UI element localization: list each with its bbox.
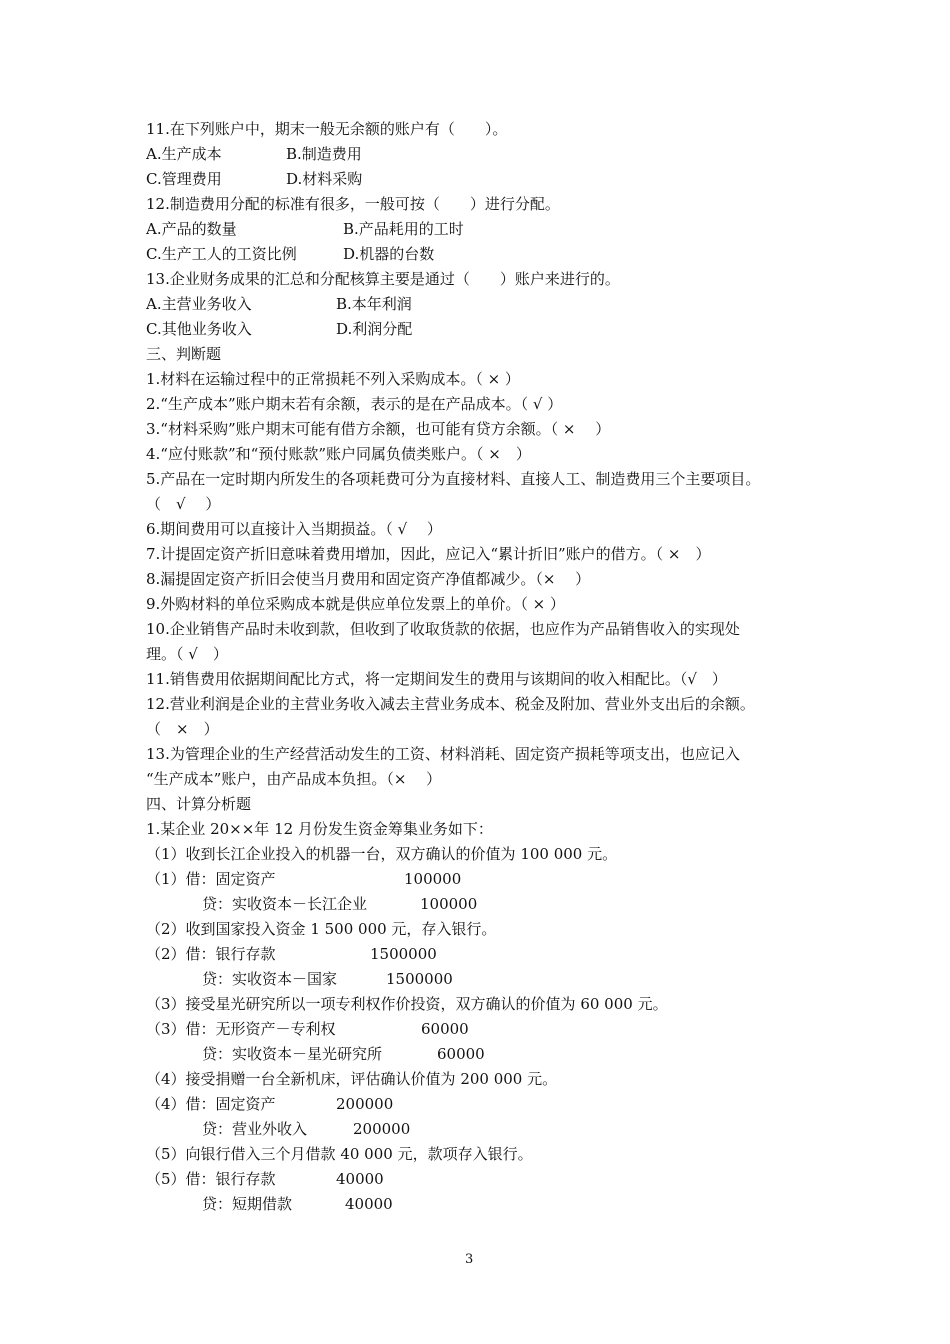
business-5-debit-amount: 40000: [336, 1170, 384, 1188]
judge-item: 理。（ √ ）: [146, 645, 228, 663]
business-2-debit: （2）借：银行存款: [146, 945, 276, 963]
judge-item: 4.“应付账款”和“预付账款”账户同属负债类账户。（ × ）: [146, 445, 531, 463]
business-2-debit-amount: 1500000: [370, 945, 437, 963]
judge-item: 3.“材料采购”账户期末可能有借方余额，也可能有贷方余额。（ × ）: [146, 420, 611, 438]
business-4-debit: （4）借：固定资产: [146, 1095, 276, 1113]
business-5-question: （5）向银行借入三个月借款 40 000 元，款项存入银行。: [146, 1145, 533, 1163]
q11-option-d: D.材料采购: [286, 170, 363, 188]
question-11-stem: 11.在下列账户中，期末一般无余额的账户有（ ）。: [146, 120, 508, 138]
q11-option-a: A.生产成本: [146, 145, 222, 163]
question-13-stem: 13.企业财务成果的汇总和分配核算主要是通过（ ）账户来进行的。: [146, 270, 620, 288]
business-2-question: （2）收到国家投入资金 1 500 000 元，存入银行。: [146, 920, 497, 938]
business-2-credit: 贷：实收资本－国家: [202, 970, 338, 988]
judge-item: 7.计提固定资产折旧意味着费用增加，因此，应记入“累计折旧”账户的借方。（ × ）: [146, 545, 711, 563]
judge-item: （ × ）: [146, 720, 219, 738]
judge-item: “生产成本”账户，由产品成本负担。（× ）: [146, 770, 442, 788]
judge-item: 5.产品在一定时期内所发生的各项耗费可分为直接材料、直接人工、制造费用三个主要项目。: [146, 470, 761, 488]
business-5-debit: （5）借：银行存款: [146, 1170, 276, 1188]
business-5-credit-amount: 40000: [345, 1195, 393, 1213]
q12-option-a: A.产品的数量: [146, 220, 237, 238]
judge-item: 12.营业利润是企业的主营业务收入减去主营业务成本、税金及附加、营业外支出后的余额。: [146, 695, 755, 713]
judge-item: 6.期间费用可以直接计入当期损益。（ √ ）: [146, 520, 442, 538]
judge-item: 10.企业销售产品时未收到款，但收到了收取货款的依据，也应作为产品销售收入的实现处: [146, 620, 740, 638]
q11-option-c: C.管理费用: [146, 170, 222, 188]
judge-item: 2.“生产成本”账户期末若有余额，表示的是在产品成本。（ √ ）: [146, 395, 563, 413]
judge-item: 13.为管理企业的生产经营活动发生的工资、材料消耗、固定资产损耗等项支出，也应记入: [146, 745, 740, 763]
business-4-credit-amount: 200000: [353, 1120, 411, 1138]
q11-option-b: B.制造费用: [286, 145, 362, 163]
question-12-stem: 12.制造费用分配的标准有很多，一般可按（ ）进行分配。: [146, 195, 560, 213]
section-heading-judge: 三、判断题: [146, 345, 222, 363]
q12-option-d: D.机器的台数: [343, 245, 435, 263]
business-4-question: （4）接受捐赠一台全新机床，评估确认价值为 200 000 元。: [146, 1070, 558, 1088]
judge-item: （ √ ）: [146, 495, 221, 513]
section-heading-calc: 四、计算分析题: [146, 795, 252, 813]
q13-option-a: A.主营业务收入: [146, 295, 252, 313]
business-2-credit-amount: 1500000: [386, 970, 453, 988]
business-4-credit: 贷：营业外收入: [202, 1120, 308, 1138]
business-3-debit-amount: 60000: [421, 1020, 469, 1038]
page-number: 3: [465, 1252, 474, 1267]
business-4-debit-amount: 200000: [336, 1095, 394, 1113]
business-1-debit: （1）借：固定资产: [146, 870, 276, 888]
q13-option-b: B.本年利润: [336, 295, 412, 313]
business-1-credit: 贷：实收资本－长江企业: [202, 895, 368, 913]
judge-item: 1.材料在运输过程中的正常损耗不列入采购成本。（ × ）: [146, 370, 520, 388]
business-1-debit-amount: 100000: [404, 870, 462, 888]
business-3-credit: 贷：实收资本－星光研究所: [202, 1045, 383, 1063]
judge-item: 8.漏提固定资产折旧会使当月费用和固定资产净值都减少。（× ）: [146, 570, 591, 588]
q12-option-c: C.生产工人的工资比例: [146, 245, 297, 263]
q13-option-d: D.利润分配: [336, 320, 413, 338]
calc-intro: 1.某企业 20××年 12 月份发生资金筹集业务如下：: [146, 820, 493, 838]
business-1-credit-amount: 100000: [420, 895, 478, 913]
judge-item: 11.销售费用依据期间配比方式，将一定期间发生的费用与该期间的收入相配比。（√ ）: [146, 670, 727, 688]
q13-option-c: C.其他业务收入: [146, 320, 252, 338]
business-3-credit-amount: 60000: [437, 1045, 485, 1063]
business-3-debit: （3）借：无形资产－专利权: [146, 1020, 336, 1038]
business-1-question: （1）收到长江企业投入的机器一台，双方确认的价值为 100 000 元。: [146, 845, 618, 863]
judge-item: 9.外购材料的单位采购成本就是供应单位发票上的单价。（ × ）: [146, 595, 565, 613]
q12-option-b: B.产品耗用的工时: [343, 220, 464, 238]
business-5-credit: 贷：短期借款: [202, 1195, 293, 1213]
business-3-question: （3）接受星光研究所以一项专利权作价投资，双方确认的价值为 60 000 元。: [146, 995, 668, 1013]
